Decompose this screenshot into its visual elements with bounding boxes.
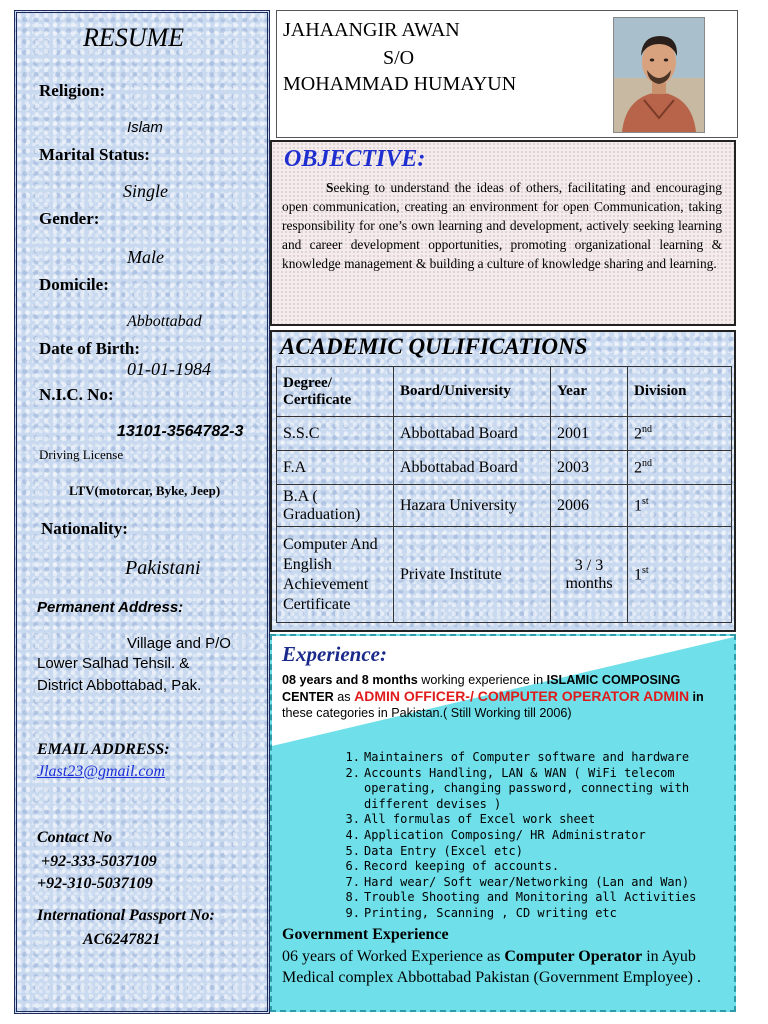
phone-2: +92-310-5037109: [37, 875, 153, 892]
address-line-3: District Abbottabad, Pak.: [37, 677, 202, 694]
religion-value: Islam: [127, 119, 163, 136]
gender-value: Male: [127, 247, 164, 267]
phone-1: +92-333-5037109: [41, 853, 157, 870]
division-cell: 1st: [628, 527, 732, 623]
table-row: [277, 451, 732, 485]
nationality-value: Pakistani: [125, 557, 201, 579]
objective-text: [282, 178, 722, 273]
marital-status-value: Single: [123, 181, 168, 201]
header: [276, 10, 738, 138]
dob-label: Date of Birth:: [39, 339, 141, 358]
list-item: 8. Trouble Shooting and Monitoring all Activities: [345, 890, 697, 905]
objective-body: eeking to understand the ideas of others, facilitating and encouraging open communication, creating an environment for open Communication, taking responsibility for one’s own learning and development, actively seeking learning and career development opportunities, promoting organizational learning & knowledge management & building a culture of knowledge sharing and learning.: [282, 180, 722, 271]
academic-section: [270, 330, 736, 632]
academic-title: ACADEMIC QULIFICATIONS: [280, 334, 588, 359]
board-cell: Hazara University: [394, 485, 551, 527]
list-item: 9. Printing, Scanning , CD writing etc: [345, 905, 617, 920]
domicile-label: Domicile:: [39, 275, 109, 294]
year-cell: 2006: [551, 485, 628, 527]
column-header: Division: [628, 367, 732, 417]
applicant-name: JAHAANGIR AWAN: [283, 19, 460, 41]
list-item: 7. Hard wear/ Soft wear/Networking (Lan and Wan): [345, 874, 690, 889]
passport-label: International Passport No:: [37, 907, 215, 924]
driving-license-label: Driving License: [39, 447, 124, 462]
table-row: [277, 527, 732, 623]
list-item: 4. Application Composing/ HR Administrator: [345, 827, 646, 842]
degree-cell: F.A: [277, 451, 394, 485]
table-row: [277, 485, 732, 527]
column-header: Year: [551, 367, 628, 417]
table-header-row: [277, 367, 732, 417]
division-cell: 2nd: [628, 451, 732, 485]
column-header: Board/University: [394, 367, 551, 417]
person-portrait-icon: [614, 18, 704, 132]
government-experience-title: Government Experience: [282, 926, 449, 943]
list-item: 6. Record keeping of accounts.: [345, 859, 560, 874]
objective-section: [270, 140, 736, 326]
duties-list: [340, 750, 720, 922]
list-item: 3. All formulas of Excel work sheet: [345, 812, 596, 827]
qualifications-table: [276, 366, 732, 623]
board-cell: Private Institute: [394, 527, 551, 623]
email-link[interactable]: Jlast23@gmail.com: [37, 763, 166, 780]
contact-label: Contact No: [37, 829, 113, 846]
degree-cell: B.A ( Graduation): [277, 485, 394, 527]
board-cell: Abbottabad Board: [394, 451, 551, 485]
email-label: EMAIL ADDRESS:: [37, 741, 170, 758]
nic-label: N.I.C. No:: [39, 385, 114, 404]
nationality-label: Nationality:: [41, 519, 128, 538]
sidebar: [14, 10, 270, 1014]
column-header: Degree/ Certificate: [277, 367, 394, 417]
son-of-label: S/O: [383, 47, 415, 69]
division-cell: 2nd: [628, 417, 732, 451]
religion-label: Religion:: [39, 81, 106, 100]
experience-title: Experience:: [282, 642, 387, 666]
year-cell: 2003: [551, 451, 628, 485]
permanent-address-label: Permanent Address:: [37, 599, 184, 616]
board-cell: Abbottabad Board: [394, 417, 551, 451]
list-item: 1. Maintainers of Computer software and hardware: [345, 750, 690, 764]
dob-value: 01-01-1984: [127, 359, 211, 379]
degree-cell: Computer And English Achievement Certificate: [277, 527, 394, 623]
year-cell: 3 / 3 months: [551, 527, 628, 623]
address-line-1: Village and P/O: [127, 635, 231, 652]
address-line-2: Lower Salhad Tehsil. &: [37, 655, 190, 672]
degree-cell: S.S.C: [277, 417, 394, 451]
objective-lead-letter: S: [326, 180, 334, 195]
experience-section: [270, 634, 736, 1012]
passport-value: AC6247821: [83, 931, 161, 948]
government-experience-text: 06 years of Worked Experience as Computer Operator in Ayub Medical complex Abbottabad Pakistan (Government Employee) .: [282, 948, 701, 986]
division-cell: 1st: [628, 485, 732, 527]
table-row: [277, 417, 732, 451]
nic-value: 13101-3564782-3: [117, 423, 244, 440]
father-name: MOHAMMAD HUMAYUN: [283, 73, 517, 95]
list-item: 5. Data Entry (Excel etc): [345, 843, 523, 858]
marital-status-label: Marital Status:: [39, 145, 150, 164]
year-cell: 2001: [551, 417, 628, 451]
driving-license-value: LTV(motorcar, Byke, Jeep): [69, 483, 221, 498]
experience-intro: 08 years and 8 months working experience in ISLAMIC COMPOSING CENTER as ADMIN OFFICER-/ COMPUTER OPERATOR ADMIN in these categories in Pakistan.( Still Working till 2006): [282, 673, 704, 720]
resume-title: RESUME: [83, 23, 185, 52]
domicile-value: Abbottabad: [127, 313, 202, 330]
gender-label: Gender:: [39, 209, 100, 228]
objective-title: OBJECTIVE:: [284, 146, 426, 172]
profile-photo: [613, 17, 705, 133]
list-item: 2. Accounts Handling, LAN & WAN ( WiFi telecom operating, changing password, connecting with different devises ): [345, 765, 690, 811]
